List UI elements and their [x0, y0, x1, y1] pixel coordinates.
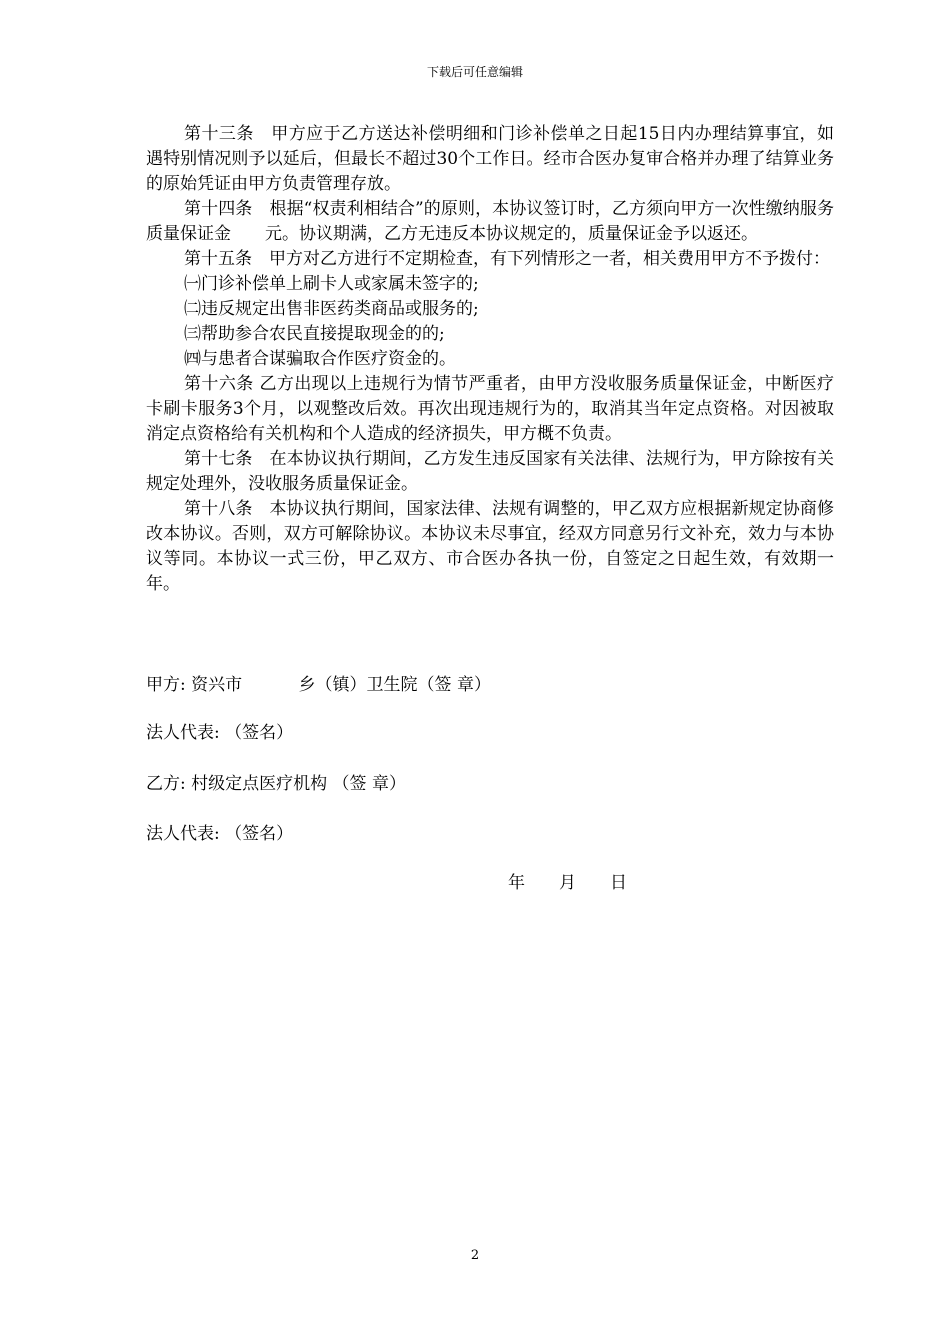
article-15-item-2: ㈡违反规定出售非医药类商品或服务的;: [184, 299, 479, 319]
article-17: 第十七条 在本协议执行期间，乙方发生违反国家有关法律、法规行为，甲方除按有关规定处理外，没收服务质量保证金。: [146, 449, 834, 494]
page-number: 2: [470, 1248, 480, 1263]
party-b-legal-rep-line: 法人代表: （签名）: [146, 824, 294, 844]
party-a-signature-line: 甲方: 资兴市 乡（镇）卫生院（签 章）: [146, 675, 491, 695]
article-15-item-4: ㈣与患者合谋骗取合作医疗资金的。: [184, 349, 456, 369]
date-line: 年 月 日: [508, 873, 627, 893]
agreement-body: [146, 122, 834, 597]
page-header: 下载后可任意编辑: [426, 65, 523, 79]
party-b-signature-line: 乙方: 村级定点医疗机构 （签 章）: [146, 774, 406, 794]
article-14: 第十四条 根据“权责利相结合”的原则，本协议签订时，乙方须向甲方一次性缴纳服务质量保证金 元。协议期满，乙方无违反本协议规定的，质量保证金予以返还。: [146, 199, 834, 244]
article-15: 第十五条 甲方对乙方进行不定期检查，有下列情形之一者，相关费用甲方不予拨付：: [184, 249, 830, 269]
article-15-item-3: ㈢帮助参合农民直接提取现金的的;: [184, 324, 445, 344]
article-16: 第十六条 乙方出现以上违规行为情节严重者，由甲方没收服务质量保证金，中断医疗卡刷卡服务3个月，以观整改后效。再次出现违规行为的，取消其当年定点资格。对因被取消定点资格给有关机构和个人造成的经济损失，甲方概不负责。: [146, 374, 834, 444]
article-18: 第十八条 本协议执行期间，国家法律、法规有调整的，甲乙双方应根据新规定协商修改本协议。否则，双方可解除协议。本协议未尽事宜，经双方同意另行文补充，效力与本协议等同。本协议一式三份，甲乙双方、市合医办各执一份，自签定之日起生效，有效期一年。: [146, 499, 834, 594]
party-a-legal-rep-line: 法人代表: （签名）: [146, 723, 294, 743]
article-13: 第十三条 甲方应于乙方送达补偿明细和门诊补偿单之日起15日内办理结算事宜，如遇特别情况则予以延后，但最长不超过30个工作日。经市合医办复审合格并办理了结算业务的原始凭证由甲方负责管理存放。: [146, 124, 834, 194]
article-15-item-1: ㈠门诊补偿单上刷卡人或家属未签字的;: [184, 274, 479, 294]
